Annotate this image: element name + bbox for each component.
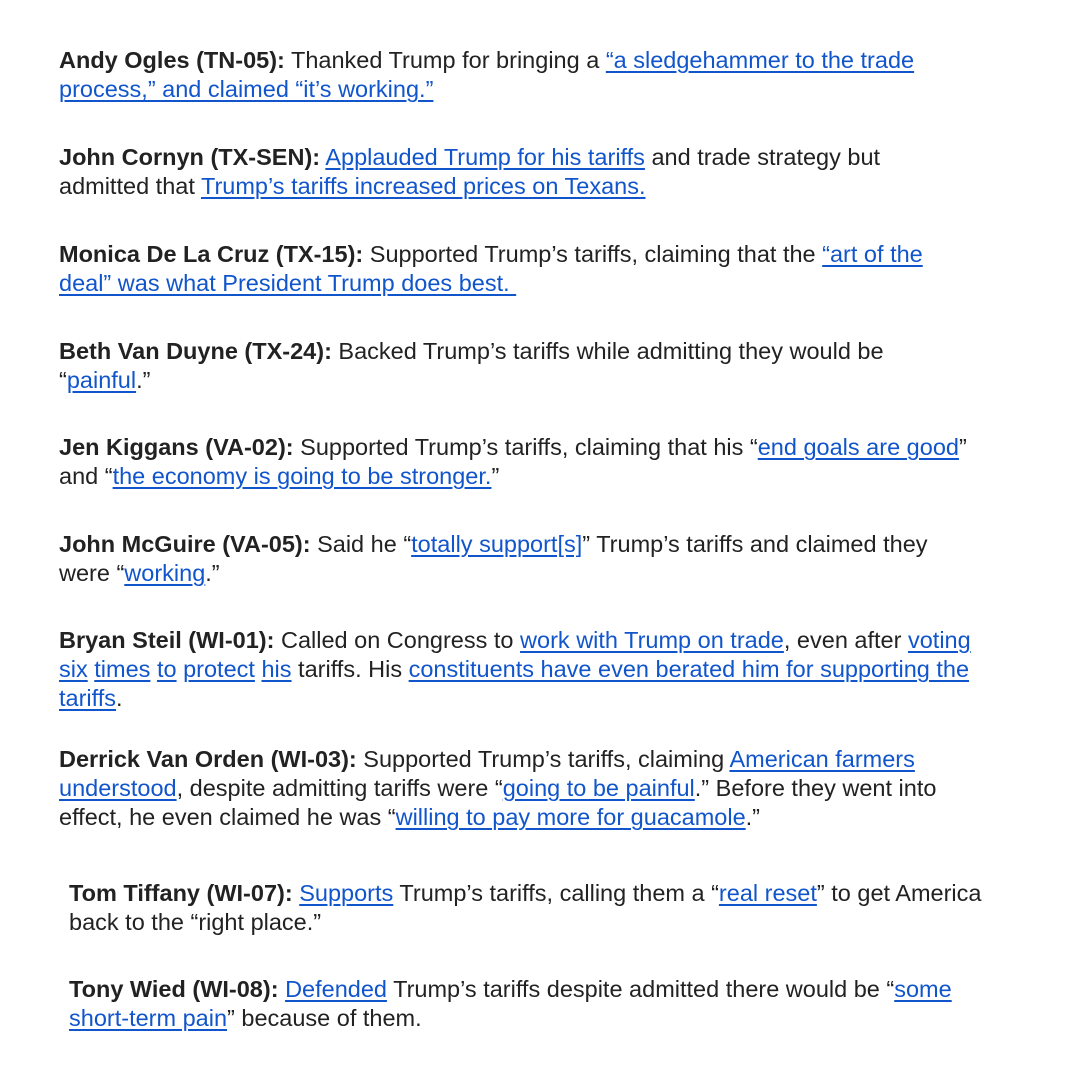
body-text: were “ <box>59 560 125 586</box>
entry-line <box>59 684 971 713</box>
source-link[interactable]: understood <box>59 775 177 801</box>
entry-line <box>59 530 928 559</box>
entry-line <box>69 975 952 1004</box>
source-link[interactable]: willing to pay more for guacamole <box>395 804 746 830</box>
body-text: and “ <box>59 463 113 489</box>
source-link[interactable]: real reset <box>718 880 817 906</box>
source-link[interactable]: his <box>261 656 292 682</box>
source-link[interactable]: end goals are good <box>757 434 959 460</box>
member-name: Beth Van Duyne (TX-24): <box>59 338 332 364</box>
source-link[interactable]: Supports <box>299 880 394 906</box>
source-link[interactable]: the economy is going to be stronger. <box>112 463 492 489</box>
body-text: Trump’s tariffs, calling them a “ <box>393 880 719 906</box>
entry-line <box>59 337 884 366</box>
entry-jen-kiggans <box>59 433 967 491</box>
source-link[interactable]: constituents have even berated him for supporting the <box>408 656 970 682</box>
entry-line <box>59 240 923 269</box>
source-link[interactable]: some <box>894 976 952 1002</box>
entry-line <box>69 1004 952 1033</box>
source-link[interactable]: six <box>59 656 88 682</box>
body-text: Trump’s tariffs despite admitted there would be “ <box>386 976 895 1002</box>
source-link[interactable]: process,” and claimed “it’s working.” <box>59 76 434 102</box>
body-text: admitted that <box>59 173 201 199</box>
member-name: Derrick Van Orden (WI-03): <box>59 746 357 772</box>
body-text: .” <box>745 804 761 830</box>
entry-line <box>59 745 936 774</box>
entry-john-mcguire <box>59 530 928 588</box>
entry-line <box>59 655 971 684</box>
entry-line <box>59 462 967 491</box>
member-name: John Cornyn (TX-SEN): <box>59 144 321 170</box>
source-link[interactable]: protect <box>183 656 255 682</box>
source-link[interactable]: American farmers <box>729 746 915 772</box>
source-link[interactable]: painful <box>66 367 137 393</box>
body-text: tariffs. His <box>291 656 409 682</box>
entry-line <box>59 803 936 832</box>
member-name: Tom Tiffany (WI-07): <box>69 880 293 906</box>
entry-line <box>59 626 971 655</box>
entry-line <box>59 143 880 172</box>
member-name: Tony Wied (WI-08): <box>69 976 279 1002</box>
source-link[interactable]: Applauded Trump for his tariffs <box>325 144 645 170</box>
body-text: , despite admitting tariffs were “ <box>176 775 503 801</box>
entry-andy-ogles <box>59 46 914 104</box>
member-name: John McGuire (VA-05): <box>59 531 311 557</box>
member-name: Bryan Steil (WI-01): <box>59 627 275 653</box>
body-text: Thanked Trump for bringing a <box>284 47 606 73</box>
source-link[interactable]: Trump’s tariffs increased prices on Texans. <box>200 173 646 199</box>
source-link[interactable]: deal” was what President Trump does best. <box>59 270 517 296</box>
entry-line <box>59 172 880 201</box>
entry-line <box>69 879 981 908</box>
entry-monica-de-la-cruz <box>59 240 923 298</box>
source-link[interactable]: “art of the <box>822 241 923 267</box>
entry-beth-van-duyne <box>59 337 884 395</box>
body-text: ” to get America <box>816 880 982 906</box>
body-text: . <box>116 685 123 711</box>
body-text: Backed Trump’s tariffs while admitting they would be <box>331 338 884 364</box>
source-link[interactable]: short-term pain <box>69 1005 228 1031</box>
member-name: Jen Kiggans (VA-02): <box>59 434 294 460</box>
source-link[interactable]: totally support[s] <box>411 531 583 557</box>
entry-line <box>59 46 914 75</box>
source-link[interactable]: times <box>94 656 151 682</box>
entry-tom-tiffany <box>69 879 981 937</box>
source-link[interactable]: voting <box>907 627 971 653</box>
entry-john-cornyn <box>59 143 880 201</box>
member-name: Monica De La Cruz (TX-15): <box>59 241 364 267</box>
entry-derrick-van-orden <box>59 745 936 832</box>
body-text: “ <box>59 367 67 393</box>
entry-line <box>59 75 914 104</box>
body-text: ” <box>491 463 500 489</box>
body-text: Supported Trump’s tariffs, claiming that the <box>363 241 823 267</box>
entry-bryan-steil <box>59 626 971 713</box>
source-link[interactable]: Defended <box>285 976 387 1002</box>
body-text: .” <box>136 367 151 393</box>
source-link[interactable]: “a sledgehammer to the trade <box>605 47 915 73</box>
body-text: , even after <box>783 627 908 653</box>
source-link[interactable]: working <box>124 560 206 586</box>
entry-line <box>69 908 981 937</box>
body-text: .” <box>205 560 220 586</box>
entry-line <box>59 366 884 395</box>
source-link[interactable]: to <box>156 656 177 682</box>
entry-line <box>59 269 923 298</box>
body-text: and trade strategy but <box>644 144 881 170</box>
source-link[interactable]: tariffs <box>59 685 117 711</box>
body-text: Supported Trump’s tariffs, claiming that his “ <box>293 434 758 460</box>
entry-line <box>59 559 928 588</box>
body-text: .” Before they went into <box>694 775 937 801</box>
member-name: Andy Ogles (TN-05): <box>59 47 285 73</box>
body-text: Supported Trump’s tariffs, claiming <box>356 746 730 772</box>
source-link[interactable]: work with Trump on trade <box>520 627 784 653</box>
source-link[interactable]: going to be painful <box>502 775 695 801</box>
body-text: ” Trump’s tariffs and claimed they <box>582 531 928 557</box>
body-text: Called on Congress to <box>274 627 521 653</box>
body-text: ” <box>958 434 967 460</box>
entry-tony-wied <box>69 975 952 1033</box>
body-text: effect, he even claimed he was “ <box>59 804 396 830</box>
body-text: Said he “ <box>310 531 412 557</box>
body-text: ” because of them. <box>227 1005 422 1031</box>
entry-line <box>59 774 936 803</box>
entry-line <box>59 433 967 462</box>
body-text: back to the “right place.” <box>69 909 322 935</box>
